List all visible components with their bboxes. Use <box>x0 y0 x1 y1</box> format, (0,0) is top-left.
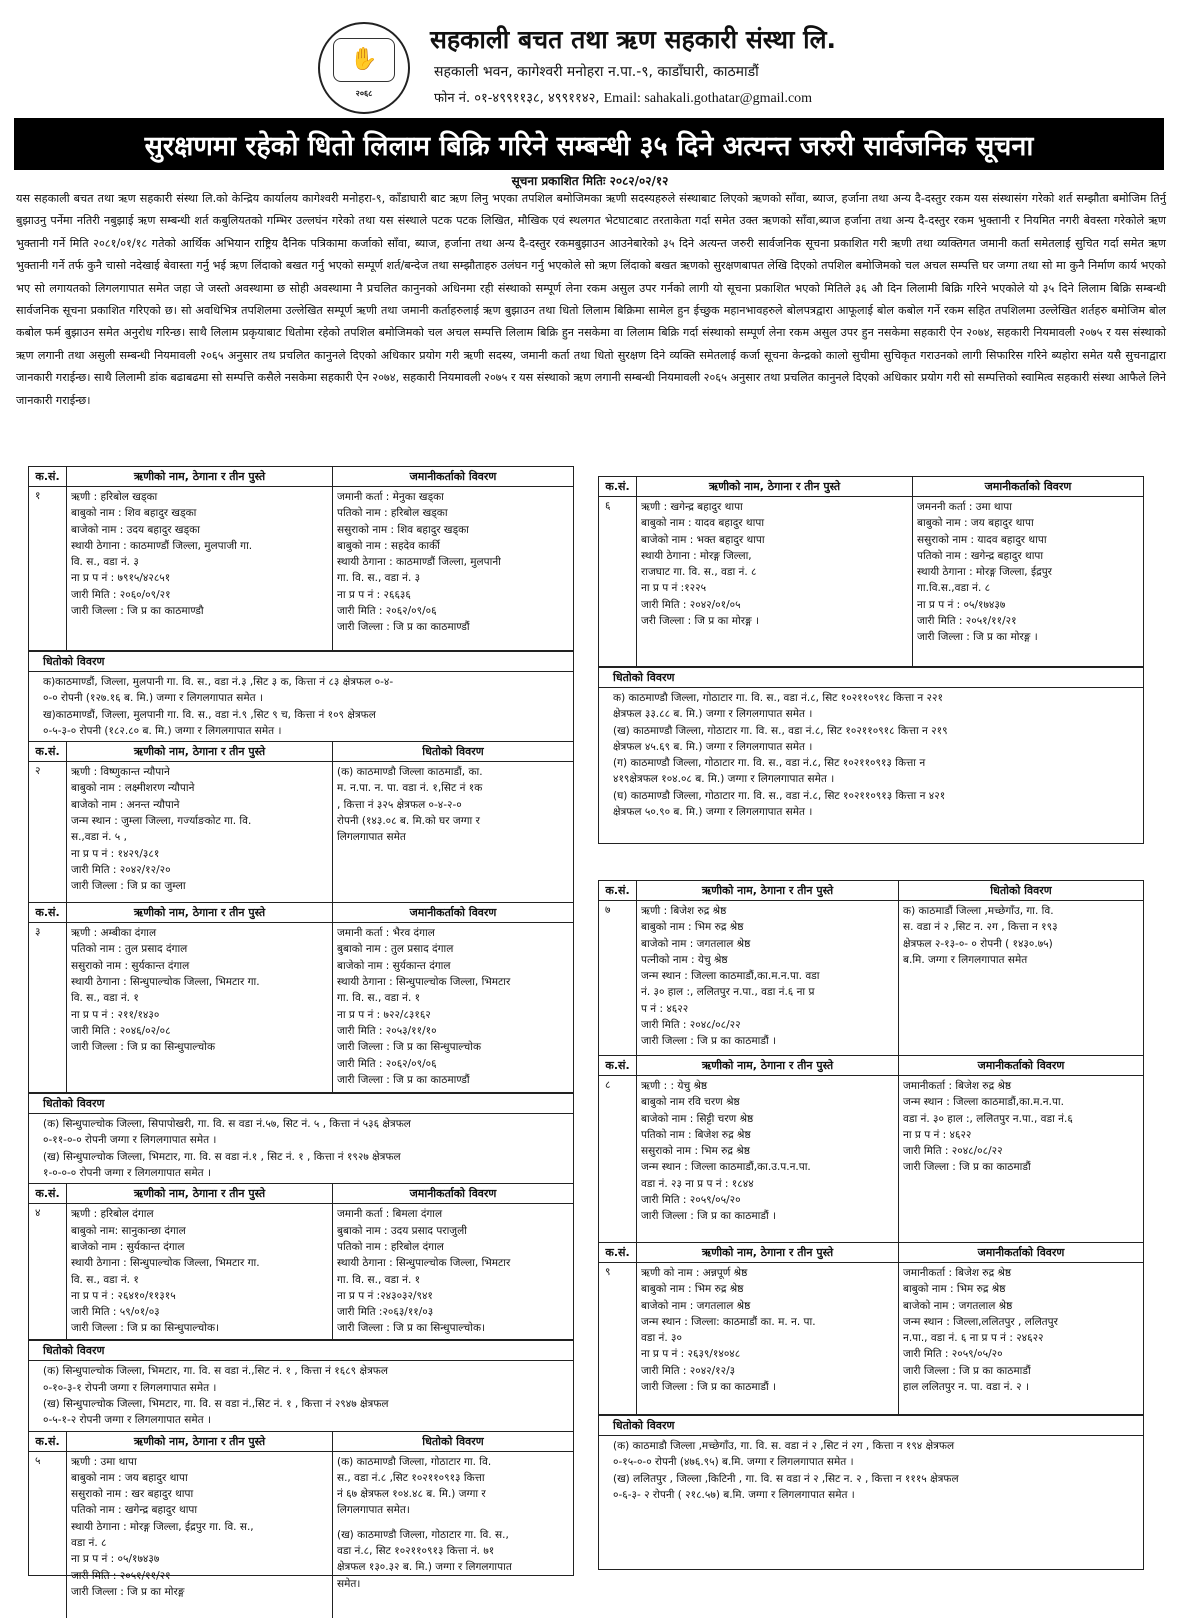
borrower-line: बाजेको नाम : जगतलाल श्रेष्ठ <box>641 937 751 950</box>
org-phone: फोन नं. ०१-४९९११३८, ४९९११४२, <box>434 91 600 106</box>
borrower-line: ऋणी : अम्बीका दंगाल <box>71 927 157 940</box>
collateral-line: ब.मि. जग्गा र लिगलगापात समेत <box>903 953 1028 966</box>
collateral-line: ख)काठमाण्डौं, जिल्ला, मुलपानी गा. वि. स., वडा नं.९ ,सिट ९ च, कित्ता नं १०९ क्षेत्रफल <box>43 708 376 721</box>
guarantor-line: ना प्र प नं : ७२२/८३१६२ <box>337 1008 431 1021</box>
collateral-line: (ख) ललितपुर , जिल्ला ,किटिनी , गा. वि. स वडा नं २ ,सिट न. २ , कित्ता न १११५ क्षेत्रफल <box>613 1472 959 1485</box>
header-guarantor: जमानीकर्ताको विवरण <box>409 470 497 483</box>
guarantor-line: स्थायी ठेगाना : काठमाण्डौं जिल्ला, मुलपानी <box>337 556 501 569</box>
header-collateral: धितोको विवरण <box>422 745 484 759</box>
org-name: सहकाली बचत तथा ऋण सहकारी संस्था लि. <box>430 25 837 54</box>
borrower-line: स.,वडा नं. ५ , <box>71 831 127 844</box>
table-header-row <box>599 1243 1143 1263</box>
notice-body: यस सहकाली बचत तथा ऋण सहकारी संस्था लि.को केन्द्रिय कार्यालय कागेश्वरी मनोहरा-९, काँडाघारी बाट ऋण लिनु भएका तपशिल बमोजिमका ऋणी सदस्यहरुले संस्थाबाट लिएको ऋणको साँवा, ब्याज, हर्जाना तथा अन्य दै-दस्तुर रकम यस संस्थासंग गरेको शर्त सम्झौता बमोजिम तिर्नु बुझाउनु पर्नेमा नतिरी नबुझाई ऋण सम्बन्धी शर्त कबुलियतको गम्भिर उल्लघंन गरेको तथा यस संस्थाले पटक पटक लिखित, मौखिक एवं स्थलगत भेटघाटबाट तरताकेता गर्दा समेत उक्त ऋणको साँवा,ब्याज हर्जाना तथा अन्य दै-दस्तुर रकम भुक्तानी र नियमित नगरी बेवस्ता गरेकोले ऋण भुक्तानी गर्ने मिति २०८१/०१/१८ गतेको आर्थिक अभियान राष्ट्रिय दैनिक पत्रिकामा कर्जाको साँवा, ब्याज, हर्जाना तथा अन्य दै-दस्तुर रकमबुझाउन आउनेबारेको ३५ दिने अत्यन्त जरुरी सार्वजनिक सूचना प्रकाशित गरी ऋणी तथा व्यक्तिगत जमानी कर्ता समेतलाई सुचित गर्दा समेत ऋण भुक्तानी गर्ने तर्फ कुनै चासो नदेखाई बेवास्ता गर्नु भई ऋण लिंदाको बखत गर्नु भएको सम्पूर्ण शर्त/बन्देज तथा सम्झौताहरु उलंघन गर्नु भएकोले सो ऋण लिंदाको बखत ऋणको सुरक्षणबापत लेखि दिएको तपशिल बमोजिमको चल अचल सम्पत्ति घर जग्गा तथा सो मा कुनै निर्माण कार्य भएको भए सो लगायतको लिगलगापात समेत जहा जे जस्तो अवस्थामा छ सोही अवस्थामा नै प्रचलित कानुनको अधिनमा रही संस्थाको सम्पूर्ण लेना रकम असुल उपर गर्नको लागी यो सूचना प्रकाशित भएको मितिले ३६ औ दिन लिलामी बिक्रि गरिने भएकोले यो ३५ दिने लिलाम बिक्रि सम्बन्धी सार्वजनिक सूचना प्रकाशित गरिएको छ। सो अवधिभित्र तपशिलमा उल्लेखित सम्पूर्ण ऋणी तथा जमानी कर्ताहरुलाई ऋण बुझाउन तथा धितो लिलाम बिक्रिमा सामेल हुन ईच्छुक महानभावहरुले बोलपत्रद्वारा आफूलाई बोल कबोल गर्ने रकम सहित तपशिलमा उल्लेखित शर्तहरु बमोजिम बोल कबोल फर्म बुझाउन समेत अनुरोध गरिन्छ। साथै लिलाम प्रकृयाबाट धितोमा रहेको तपशिल बमोजिमको चल अचल सम्पत्ति लिलाम बिक्रि हुन नसकेमा वा लिलाम बिक्रि गर्दा संस्थाको सम्पूर्ण लेना रकम असुल उपर हुन नसकेमा सहकारी ऐन २०७४, सहकारी नियमावली २०७५ र यस संस्थाको ऋण लगानी तथा असुली सम्बन्धी नियमावली २०६५ अनुसार तथ प्रचलित कानुनले दिएको अधिकार प्रयोग गरी ऋणी सदस्य, जमानी कर्ता तथा धितो सुरक्षण दिने व्यक्ति समेतलाई कर्जा सूचना केन्द्रको कालो सुचीमा सुचिकृत गराउनको लागी सिफारिस गरिने ब्यहोरा समेत यसै सुचनाद्वारा जानकारी गराईन्छ। साथै लिलामी डांक बढाबढमा सो सम्पत्ति कसैले नसकेमा सहकारी ऐन २०७४, सहकारी नियमावली २०७५ र यस संस्थाको ऋण लगानी सम्बन्धी नियमावली २०६५ अनुसार तथा प्रचलित कानुनले दिएको अधिकार प्रयोग गरी सो सम्पत्तिको स्वामित्व सहकारी संस्था आफैले लिने जानकारी गराईन्छ। <box>16 192 1166 407</box>
collateral-line: ०-६-३- २ रोपनी ( २१८.५७) ब.मि. जग्गा र लिगलगापात समेत । <box>613 1488 855 1501</box>
borrower-line: ना प्र प नं : ७९१५/४२८५१ <box>71 572 171 585</box>
collateral-details <box>29 1114 573 1183</box>
guarantor-line: स्थायी ठेगाना : सिन्धुपाल्चोक जिल्ला, भिमटार <box>337 1257 511 1270</box>
entry-१ <box>29 467 573 742</box>
collateral-line: क्षेत्रफल ४५.६९ ब. मि.) जग्गा र लिगलगापात समेत । <box>613 740 813 753</box>
collateral-line: १-०-०-० रोपनी जग्गा र लिगलगापात समेत । <box>43 1167 211 1180</box>
collateral-line: क) काठमाडौं जिल्ला ,मच्छेगाँउ, गा. वि. <box>903 905 1054 917</box>
guarantor-line: जमानी कर्ता : भैरव दंगाल <box>337 927 435 940</box>
header-borrower: ऋणीको नाम, ठेगाना र तीन पुस्ते <box>67 903 333 922</box>
borrower-line: जारी जिल्ला : जि प्र का काठमाडौं । <box>641 1381 776 1394</box>
table-row <box>29 923 573 1093</box>
borrower-details <box>637 901 899 1055</box>
collateral-line: (क) काठमाण्डौ जिल्ला काठमाडौं, का. <box>337 766 483 779</box>
borrower-details <box>67 1452 333 1618</box>
guarantor-line: जारी जिल्ला : जि प्र का काठमाण्डौं <box>337 1073 470 1086</box>
borrower-line: जारी मिति : २०४६/०२/०८ <box>71 1024 171 1037</box>
table-row <box>29 487 573 651</box>
borrower-line: ऋणी को नाम : अन्नपूर्ण श्रेष्ठ <box>641 1267 748 1279</box>
guarantor-line: जन्म स्थान : जिल्ला,ललितपुर , ललितपुर <box>903 1315 1058 1328</box>
borrower-line: बाबुको नाम रवि चरण श्रेष्ठ <box>641 1096 740 1109</box>
collateral-line: (क) काठमाण्डौ जिल्ला, गोठाटार गा. वि. <box>337 1455 492 1468</box>
guarantor-line: जारी जिल्ला : जि प्र का काठमाडौं <box>903 1364 1031 1377</box>
collateral-details <box>599 1436 1143 1505</box>
borrower-line: बाजेको नाम : सुर्यकान्त दंगाल <box>71 1240 185 1253</box>
publish-date: सूचना प्रकाशित मितिः २०८२/०२/१२ <box>511 174 669 188</box>
collateral-details <box>29 672 573 741</box>
guarantor-line: स्थायी ठेगाना : मोरङ्ग जिल्ला, ईद्रपुर <box>917 566 1052 579</box>
borrower-line: बाजेको नाम : भक्त बहादुर थापा <box>641 533 765 546</box>
guarantor-line: जमानी कर्ता : बिमला दंगाल <box>337 1208 443 1221</box>
collateral-line: (ग) काठमाण्डौ जिल्ला, गोठाटार गा. वि. स., वडा नं.८, सिट १०२११०९१३ कित्ता न <box>613 757 926 770</box>
borrower-line: बाबुको नाम : शिव बहादुर खड्का <box>71 507 197 520</box>
borrower-line: वडा नं. ३० <box>641 1332 682 1345</box>
borrower-line: स्थायी ठेगाना : मोरङ्ग जिल्ला, ईद्रपुर गा. वि. स., <box>71 1520 254 1533</box>
collateral-line: म. न.पा. न. पा. वडा नं. १,सिट नं १क <box>337 782 483 795</box>
guarantor-line: जारी मिति :२०६३/११/०३ <box>337 1306 434 1319</box>
right-column-table-bottom <box>598 880 1144 1570</box>
table-row <box>29 762 573 902</box>
header-serial: क.सं. <box>599 881 637 900</box>
collateral-line: (ख) सिन्धुपाल्चोक जिल्ला, भिमटार, गा. वि. स वडा नं.,सिट नं. १ , कित्ता नं २९४७ क्षेत्रफल <box>43 1397 389 1410</box>
collateral-line: , कित्ता नं ३२५ क्षेत्रफल ०-४-२-० <box>337 798 462 811</box>
guarantor-details <box>333 487 573 650</box>
collateral-line: लिगलगापात समेत। <box>337 1504 410 1517</box>
borrower-line: बाबुको नाम : जय बहादुर थापा <box>71 1471 188 1484</box>
entry-३ <box>29 903 573 1184</box>
borrower-line: ऋणी : हरिबोल दंगाल <box>71 1208 154 1221</box>
borrower-details <box>637 497 913 666</box>
borrower-line: बाजेको नाम : सिट्टी चरण श्रेष्ठ <box>641 1112 754 1125</box>
left-column-table <box>28 466 574 1598</box>
guarantor-line: बुबाको नाम : उदय प्रसाद पराजुली <box>337 1224 467 1237</box>
guarantor-line: बाबुको नाम : सहदेव कार्की <box>337 539 440 552</box>
header-borrower: ऋणीको नाम, ठेगाना र तीन पुस्ते <box>67 1432 333 1451</box>
guarantor-line: गा. वि. स., वडा नं. १ <box>337 1273 421 1286</box>
borrower-line: जारी जिल्ला : जि प्र का काठमाण्डौ <box>71 605 204 618</box>
header-serial: क.सं. <box>599 1243 637 1262</box>
guarantor-details <box>899 1076 1143 1242</box>
borrower-line: ससुराको नाम : खर बहादुर थापा <box>71 1488 194 1501</box>
borrower-line: बाजेको नाम : जगतलाल श्रेष्ठ <box>641 1299 751 1312</box>
entry-७ <box>599 881 1143 1056</box>
guarantor-line: ना प्र प नं : २६६३६ <box>337 588 411 601</box>
guarantor-line: गा. वि. स., वडा नं. ३ <box>337 572 421 585</box>
guarantor-line: हाल ललितपुर न. पा. वडा नं. २ । <box>903 1381 1029 1394</box>
guarantor-line: बुबाको नाम : तुल प्रसाद दंगाल <box>337 943 454 956</box>
borrower-line: बाजेको नाम : अनन्त न्यौपाने <box>71 798 180 811</box>
borrower-line: जारी जिल्ला : जि प्र का मोरङ्ग <box>71 1585 185 1598</box>
guarantor-line: जारी जिल्ला : जि प्र का सिन्धुपाल्चोक। <box>337 1322 485 1335</box>
notice-title-banner: सुरक्षणमा रहेको धितो लिलाम बिक्रि गरिने सम्बन्धी ३५ दिने अत्यन्त जरुरी सार्वजनिक सूचना <box>14 118 1164 170</box>
guarantor-line: पतिको नाम : हरिबोल खड्का <box>337 507 448 520</box>
borrower-line: बाबुको नाम : भिम रुद्र श्रेष्ठ <box>641 921 744 934</box>
guarantor-details <box>899 1263 1143 1414</box>
borrower-line: बाबुको नाम : भिम रुद्र श्रेष्ठ <box>641 1283 744 1296</box>
collateral-line: वडा नं.८, सिट १०२११०९१३ कित्ता नं. ७१ <box>337 1545 495 1558</box>
borrower-line: ऋणी : खगेन्द्र बहादुर थापा <box>641 501 743 513</box>
borrower-details <box>67 762 333 902</box>
borrower-line: जारी मिति : २०४२/०१/०५ <box>641 598 741 611</box>
borrower-line: जारी जिल्ला : जि प्र का सिन्धुपाल्चोक। <box>71 1322 219 1335</box>
borrower-details <box>67 1204 333 1339</box>
borrower-line: राजघाट गा. वि. स., वडा नं. ८ <box>641 566 757 579</box>
guarantor-line: ना प्र प नं :२४३०३२/९४१ <box>337 1289 433 1302</box>
borrower-line: जन्म स्थान : जुम्ला जिल्ला, गर्ज्याङकोट गा. वि. <box>71 815 252 828</box>
collateral-line: रोपनी (१४३.०८ ब. मि.को घर जग्गा र <box>337 815 480 828</box>
collateral-line: क) काठमाण्डौ जिल्ला, गोठाटार गा. वि. स., वडा नं.८, सिट १०२११०९१८ कित्ता न २२१ <box>613 692 943 704</box>
collateral-subheader: धितोको विवरण <box>599 667 1143 688</box>
collateral-line: क्षेत्रफल १३०.३२ ब. मि.) जग्गा र लिगलगापात <box>337 1561 512 1574</box>
guarantor-line: पतिको नाम : हरिबोल दंगाल <box>337 1240 444 1253</box>
header-borrower: ऋणीको नाम, ठेगाना र तीन पुस्ते <box>67 742 333 761</box>
table-header-row <box>29 903 573 923</box>
borrower-line: स्थायी ठेगाना : सिन्धुपाल्चोक जिल्ला, भिमटार गा. <box>71 976 260 989</box>
collateral-line: (क) काठमाडौ जिल्ला ,मच्छेगाँउ, गा. वि. स. वडा नं २ ,सिट नं २ग , कित्ता न १९४ क्षेत्रफल <box>613 1440 955 1452</box>
org-contact <box>434 88 812 107</box>
borrower-line: स्थायी ठेगाना : मोरङ्ग जिल्ला, <box>641 549 752 562</box>
guarantor-line: जमननी कर्ता : उमा थापा <box>917 501 1012 513</box>
header-serial: क.सं. <box>29 903 67 922</box>
borrower-line: प नं : ४६२२ <box>641 1002 689 1015</box>
borrower-line: बाबुको नाम: सानुकान्छा दंगाल <box>71 1224 186 1237</box>
guarantor-line: जारी जिल्ला : जि प्र का काठमाण्डौं <box>337 621 470 634</box>
collateral-line: स., वडा नं.८ ,सिट १०२११०९१३ कित्ता <box>337 1471 485 1484</box>
collateral-line: (क) सिन्धुपाल्चोक जिल्ला, सिपापोखरी, गा. वि. स वडा नं.५७, सिट नं. ५ , कित्ता नं ५३६ क्षेत्रफल <box>43 1118 411 1131</box>
serial-number: ६ <box>599 497 637 666</box>
collateral-line: ०-० रोपनी (१२७.१६ ब. मि.) जग्गा र लिगलगापात समेत । <box>43 692 263 705</box>
borrower-details <box>637 1263 899 1414</box>
guarantor-details <box>333 1204 573 1339</box>
header-borrower: ऋणीको नाम, ठेगाना र तीन पुस्ते <box>637 1243 899 1262</box>
collateral-line: स. वडा नं २ ,सिट न. २ग , कित्ता न १९३ <box>903 921 1058 934</box>
table-header-row <box>599 477 1143 497</box>
guarantor-line: गा.वि.स.,वडा नं. ८ <box>917 582 991 595</box>
borrower-line: पत्नीको नाम : येचु श्रेष्ठ <box>641 953 728 966</box>
borrower-line: जारी जिल्ला : जि प्र का काठमाडौं । <box>641 1210 776 1223</box>
guarantor-line: ससुराको नाम : शिव बहादुर खड्का <box>337 523 469 536</box>
collateral-line: क्षेत्रफल २-१३-०- ० रोपनी ( १४३०.७५) <box>903 937 1053 950</box>
borrower-line: वडा नं. २३ ना प्र प नं : १८४४ <box>641 1177 754 1190</box>
serial-number: ३ <box>29 923 67 1092</box>
entry-९ <box>599 1243 1143 1505</box>
borrower-line: ना प्र प नं : २६३९/१४०४८ <box>641 1348 741 1361</box>
collateral-line: समेत। <box>337 1577 361 1590</box>
borrower-line: पतिको नाम : खगेन्द्र बहादुर थापा <box>71 1504 198 1517</box>
borrower-line: जन्म स्थान : जिल्ला काठमाडौं,का.म.न.पा. वडा <box>641 970 820 983</box>
guarantor-line: बाजेको नाम : जगतलाल श्रेष्ठ <box>903 1299 1013 1312</box>
collateral-line: (ख) काठमाण्डौ जिल्ला, गोठाटार गा. वि. स., <box>337 1528 509 1541</box>
borrower-line: ऋणी : बिजेश रुद्र श्रेष्ठ <box>641 905 727 917</box>
collateral-line: ४१९क्षेत्रफल १०४.०८ ब. मि.) जग्गा र लिगलगापात समेत । <box>613 773 835 786</box>
collateral-line: क)काठमाण्डौं, जिल्ला, मुलपानी गा. वि. स., वडा नं.३ ,सिट ३ क, कित्ता नं ८३ क्षेत्रफल ०-४- <box>43 676 394 688</box>
table-header-row <box>599 1056 1143 1076</box>
guarantor-line: गा. वि. स., वडा नं. १ <box>337 992 421 1005</box>
guarantor-line: बाबुको नाम : भिम रुद्र श्रेष्ठ <box>903 1283 1006 1296</box>
header-guarantor: जमानीकर्ताको विवरण <box>984 480 1072 493</box>
header-serial: क.सं. <box>599 1056 637 1075</box>
collateral-subheader: धितोको विवरण <box>29 651 573 672</box>
header-serial: क.सं. <box>29 1184 67 1203</box>
header-guarantor: जमानीकर्ताको विवरण <box>977 1059 1065 1072</box>
header-serial: क.सं. <box>29 467 67 486</box>
borrower-line: जारी जिल्ला : जि प्र का जुम्ला <box>71 880 186 893</box>
entry-२ <box>29 742 573 903</box>
borrower-line: वि. स., वडा नं. १ <box>71 992 139 1005</box>
guarantor-line: ना प्र प नं : ४६२२ <box>903 1128 972 1141</box>
guarantor-line: जारी जिल्ला : जि प्र का मोरङ्ग । <box>917 631 1038 644</box>
collateral-line: (क) सिन्धुपाल्चोक जिल्ला, भिमटार, गा. वि. स वडा नं.,सिट नं. १ , कित्ता नं १६८९ क्षेत्रफल <box>43 1365 389 1378</box>
borrower-line: जारी मिति : ५९/०१/०३ <box>71 1306 160 1319</box>
borrower-line: ऋणी : उमा थापा <box>71 1455 137 1468</box>
header-borrower: ऋणीको नाम, ठेगाना र तीन पुस्ते <box>67 1184 333 1203</box>
borrower-line: बाजेको नाम : उदय बहादुर खड्का <box>71 523 200 536</box>
borrower-line: जन्म स्थान : जिल्ला काठमाडौं,का.उ.प.न.पा. <box>641 1161 811 1174</box>
borrower-line: वि. स., वडा नं. १ <box>71 1273 139 1286</box>
borrower-line: जारी मिति : २०५९/०५/२० <box>641 1194 741 1207</box>
collateral-line: ०-११-०-० रोपनी जग्गा र लिगलगापात समेत । <box>43 1134 217 1147</box>
table-header-row <box>599 881 1143 901</box>
collateral-line: ०-५-३-० रोपनी (१८२.८० ब. मि.) जग्गा र लिगलगापात समेत । <box>43 724 282 737</box>
collateral-line: क्षेत्रफल ३३.८८ ब. मि.) जग्गा र लिगलगापात समेत । <box>613 708 813 721</box>
borrower-line: जरी जिल्ला : जि प्र का मोरङ्ग । <box>641 615 759 628</box>
collateral-line: ०-५-१-२ रोपनी जग्गा र लिगलगापात समेत । <box>43 1414 211 1427</box>
collateral-subheader: धितोको विवरण <box>599 1415 1143 1436</box>
borrower-line: ऋणी : विष्णुकान्त न्यौपाने <box>71 766 170 779</box>
table-row <box>599 1076 1143 1242</box>
logo-year: २०६८ <box>355 88 373 98</box>
org-email: Email: sahakali.gothatar@gmail.com <box>603 91 813 106</box>
borrower-line: पतिको नाम : बिजेश रुद्र श्रेष्ठ <box>641 1128 751 1141</box>
guarantor-line: पतिको नाम : खगेन्द्र बहादुर थापा <box>917 549 1044 562</box>
header-collateral: धितोको विवरण <box>990 884 1052 897</box>
collateral-line: लिगलगापात समेत <box>337 831 406 844</box>
guarantor-line: जारी मिति : २०४८/०८/२२ <box>903 1145 1003 1158</box>
collateral-line: (ख) सिन्धुपाल्चोक जिल्ला, भिमटार, गा. वि. स वडा नं.१ , सिट नं. १ , कित्ता नं १९२७ क्षेत्रफल <box>43 1150 401 1163</box>
borrower-line: ऋणी : : येचु श्रेष्ठ <box>641 1080 708 1092</box>
header-borrower: ऋणीको नाम, ठेगाना र तीन पुस्ते <box>67 467 333 486</box>
serial-number: ५ <box>29 1452 67 1618</box>
borrower-line: जारी मिति : २०६०/०९/२१ <box>71 588 171 601</box>
guarantor-line: जारी जिल्ला : जि प्र का काठमाडौं <box>903 1161 1031 1174</box>
collateral-details <box>29 1361 573 1430</box>
guarantor-line: जमानीकर्ता : बिजेश रुद्र श्रेष्ठ <box>903 1267 1012 1279</box>
guarantor-line: जारी मिति : २०६२/०९/०६ <box>337 605 437 618</box>
guarantor-line: जमानीकर्ता : बिजेश रुद्र श्रेष्ठ <box>903 1080 1012 1092</box>
serial-number: १ <box>29 487 67 650</box>
guarantor-line: स्थायी ठेगाना : सिन्धुपाल्चोक जिल्ला, भिमटार <box>337 976 511 989</box>
collateral-line: ०-१५-०-० रोपनी (४७६.९५) ब.मि. जग्गा र लिगलगापात समेत । <box>613 1456 854 1469</box>
collateral-details <box>333 1452 573 1618</box>
borrower-line: जारी मिति : २०५१/११/२१ <box>71 1569 171 1582</box>
guarantor-line: जमानी कर्ता : मेनुका खड्का <box>337 491 444 503</box>
entry-४ <box>29 1184 573 1431</box>
cooperative-logo <box>318 22 410 114</box>
borrower-line: वि. स., वडा नं. ३ <box>71 556 139 569</box>
table-header-row <box>29 467 573 487</box>
serial-number: ८ <box>599 1076 637 1242</box>
borrower-line: बाबुको नाम : लक्ष्मीशरण न्यौपाने <box>71 782 195 795</box>
borrower-line: जारी जिल्ला : जि प्र का काठमाडौं । <box>641 1035 776 1048</box>
header-guarantor: जमानीकर्ताको विवरण <box>409 906 497 920</box>
header-borrower: ऋणीको नाम, ठेगाना र तीन पुस्ते <box>637 1056 899 1075</box>
borrower-details <box>67 487 333 650</box>
borrower-line: स्थायी ठेगाना : सिन्धुपाल्चोक जिल्ला, भिमटार गा. <box>71 1257 260 1270</box>
serial-number: ७ <box>599 901 637 1055</box>
borrower-line: जारी जिल्ला : जि प्र का सिन्धुपाल्चोक <box>71 1041 216 1054</box>
collateral-line: (घ) काठमाण्डौ जिल्ला, गोठाटार गा. वि. स., वडा नं.८, सिट १०२११०९१३ कित्ता न ४२१ <box>613 789 946 802</box>
borrower-line: जारी मिति : २०४२/१२/२० <box>71 863 171 876</box>
guarantor-line: बाजेको नाम : सुर्यकान्त दंगाल <box>337 959 451 972</box>
guarantor-line: बाबुको नाम : जय बहादुर थापा <box>917 517 1034 530</box>
header-borrower: ऋणीको नाम, ठेगाना र तीन पुस्ते <box>637 881 899 900</box>
header-collateral: धितोको विवरण <box>422 1434 484 1448</box>
guarantor-line: जारी मिति : २०५३/११/१० <box>337 1024 437 1037</box>
borrower-line: ना प्र प नं : २११/१४३० <box>71 1008 160 1021</box>
collateral-line: ०-१०-३-१ रोपनी जग्गा र लिगलगापात समेत । <box>43 1381 217 1394</box>
guarantor-line: वडा नं. ३० हाल :, ललितपुर न.पा., वडा नं.६ <box>903 1112 1073 1125</box>
borrower-line: ससुराको नाम : सुर्यकान्त दंगाल <box>71 959 190 972</box>
collateral-subheader: धितोको विवरण <box>29 1340 573 1361</box>
borrower-line: ना प्र प नं : १४२९/३८१ <box>71 847 160 860</box>
entry-८ <box>599 1056 1143 1243</box>
table-row <box>599 1263 1143 1415</box>
guarantor-line: न.पा., वडा नं. ६ ना प्र प नं : २४६२२ <box>903 1332 1044 1345</box>
collateral-line: क्षेत्रफल ५०.९० ब. मि.) जग्गा र लिगलगापात समेत । <box>613 806 813 819</box>
guarantor-line: जारी मिति : २०६२/०९/०६ <box>337 1057 437 1070</box>
table-row <box>29 1204 573 1340</box>
table-row <box>599 497 1143 667</box>
collateral-line: नं ६७ क्षेत्रफल १०४.४८ ब. मि.) जग्गा र <box>337 1488 486 1501</box>
borrower-details <box>67 923 333 1092</box>
hands-emblem-icon: ✋ <box>333 38 395 82</box>
collateral-details <box>599 688 1143 822</box>
table-row <box>599 901 1143 1055</box>
guarantor-line: जारी मिति : २०५९/०५/२० <box>903 1348 1003 1361</box>
borrower-line: वडा नं. ८ <box>71 1537 107 1550</box>
table-row <box>29 1452 573 1618</box>
borrower-line: बाबुको नाम : यादव बहादुर थापा <box>641 517 765 530</box>
collateral-details <box>333 762 573 902</box>
collateral-details <box>899 901 1143 1055</box>
guarantor-details <box>333 923 573 1092</box>
header-serial: क.सं. <box>29 1432 67 1451</box>
borrower-line: जारी मिति : २०४२/१२/३ <box>641 1364 736 1377</box>
borrower-line: ऋणी : हरिबोल खड्का <box>71 491 158 503</box>
guarantor-line: जारी मिति : २०५१/११/२१ <box>917 615 1017 628</box>
borrower-line: पतिको नाम : तुल प्रसाद दंगाल <box>71 943 188 956</box>
collateral-subheader: धितोको विवरण <box>29 1093 573 1114</box>
borrower-line: ससुराको नाम : भिम रुद्र श्रेष्ठ <box>641 1145 750 1158</box>
header-serial: क.सं. <box>29 742 67 761</box>
entry-५ <box>29 1432 573 1618</box>
collateral-line <box>337 1519 569 1527</box>
borrower-line: नं. ३० हाल :, ललितपुर न.पा., वडा नं.६ ना प्र <box>641 986 815 999</box>
table-header-row <box>29 1184 573 1204</box>
borrower-line: जन्म स्थान : जिल्ला: काठमाडौं का. म. न. पा. <box>641 1315 816 1328</box>
serial-number: ९ <box>599 1263 637 1414</box>
table-header-row <box>29 742 573 762</box>
org-address: सहकाली भवन, कागेश्वरी मनोहरा न.पा.-९, काडाँघारी, काठमाडौं <box>434 64 759 80</box>
borrower-line: स्थायी ठेगाना : काठमाण्डौं जिल्ला, मुलपाजी गा. <box>71 539 253 552</box>
letterhead <box>0 0 1180 112</box>
collateral-line: (ख) काठमाण्डौ जिल्ला, गोठाटार गा. वि. स., वडा नं.८, सिट १०२११०९१८ कित्ता न २१९ <box>613 724 948 737</box>
right-column-table-top <box>598 476 1144 844</box>
header-borrower: ऋणीको नाम, ठेगाना र तीन पुस्ते <box>637 477 913 496</box>
guarantor-details <box>913 497 1143 666</box>
serial-number: ४ <box>29 1204 67 1339</box>
guarantor-line: ससुराको नाम : यादव बहादुर थापा <box>917 533 1047 546</box>
guarantor-line: जन्म स्थान : जिल्ला काठमाडौं,का.म.न.पा. <box>903 1096 1064 1109</box>
borrower-details <box>637 1076 899 1242</box>
borrower-line: ना प्र प नं :१२२५ <box>641 582 707 595</box>
borrower-line: ना प्र प नं : २६४१०/११३१५ <box>71 1289 176 1302</box>
serial-number: २ <box>29 762 67 902</box>
header-guarantor: जमानीकर्ताको विवरण <box>409 1187 497 1201</box>
table-header-row <box>29 1432 573 1452</box>
header-serial: क.सं. <box>599 477 637 496</box>
borrower-line: ना प्र प नं : ०५/१७४३७ <box>71 1553 160 1566</box>
borrower-line: जारी मिति : २०४८/०८/२२ <box>641 1019 741 1032</box>
header-guarantor: जमानीकर्ताको विवरण <box>977 1246 1065 1259</box>
guarantor-line: जारी जिल्ला : जि प्र का सिन्धुपाल्चोक <box>337 1041 482 1054</box>
entry-६ <box>599 477 1143 822</box>
guarantor-line: ना प्र प नं : ०५/१७४३७ <box>917 598 1006 611</box>
